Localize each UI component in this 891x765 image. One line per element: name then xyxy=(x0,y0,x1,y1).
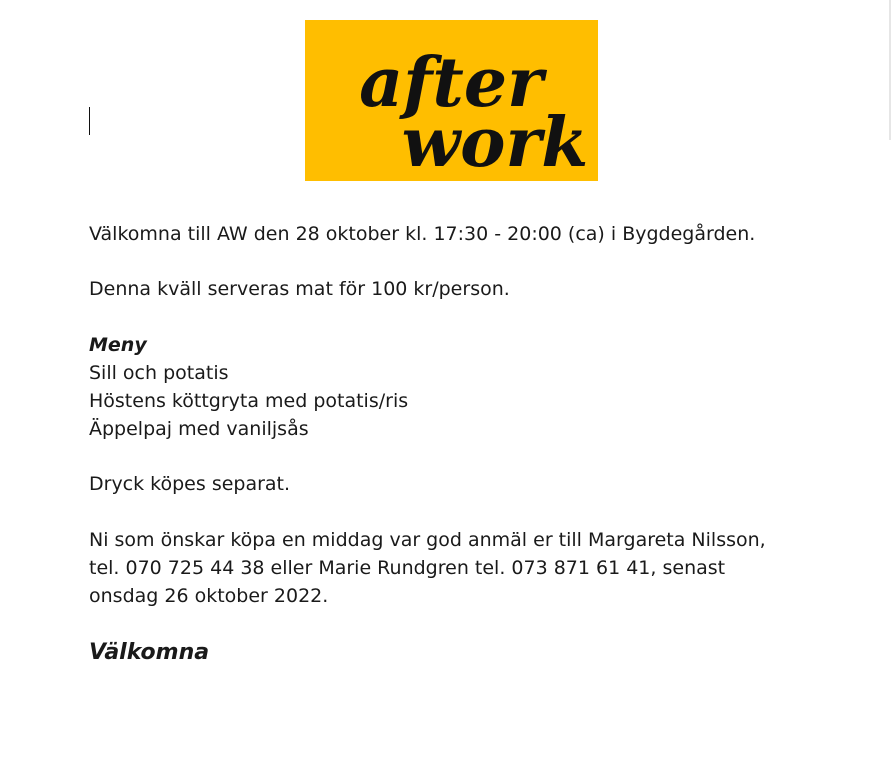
logo-word-after: after xyxy=(359,43,543,123)
afterwork-logo-artwork xyxy=(305,20,598,181)
signup-line: Ni som önskar köpa en middag var god anmäl er till Margareta Nilsson, xyxy=(89,529,766,551)
menu-item: Sill och potatis xyxy=(89,362,229,384)
menu-item: Höstens köttgryta med potatis/ris xyxy=(89,390,409,412)
afterwork-logo xyxy=(305,20,598,181)
text-cursor xyxy=(89,107,90,135)
closing-text: Välkomna xyxy=(89,640,210,665)
price-text: Denna kväll serveras mat för 100 kr/person. xyxy=(89,278,510,300)
logo-word-work: work xyxy=(401,103,589,181)
signup-line: onsdag 26 oktober 2022. xyxy=(89,585,329,607)
drinks-text: Dryck köpes separat. xyxy=(89,473,291,495)
intro-text: Välkomna till AW den 28 oktober kl. 17:30 - 20:00 (ca) i Bygdegården. xyxy=(89,223,756,245)
signup-line: tel. 070 725 44 38 eller Marie Rundgren tel. 073 871 61 41, senast xyxy=(89,557,726,579)
menu-item: Äppelpaj med vaniljsås xyxy=(89,418,309,440)
menu-heading: Meny xyxy=(89,334,147,356)
